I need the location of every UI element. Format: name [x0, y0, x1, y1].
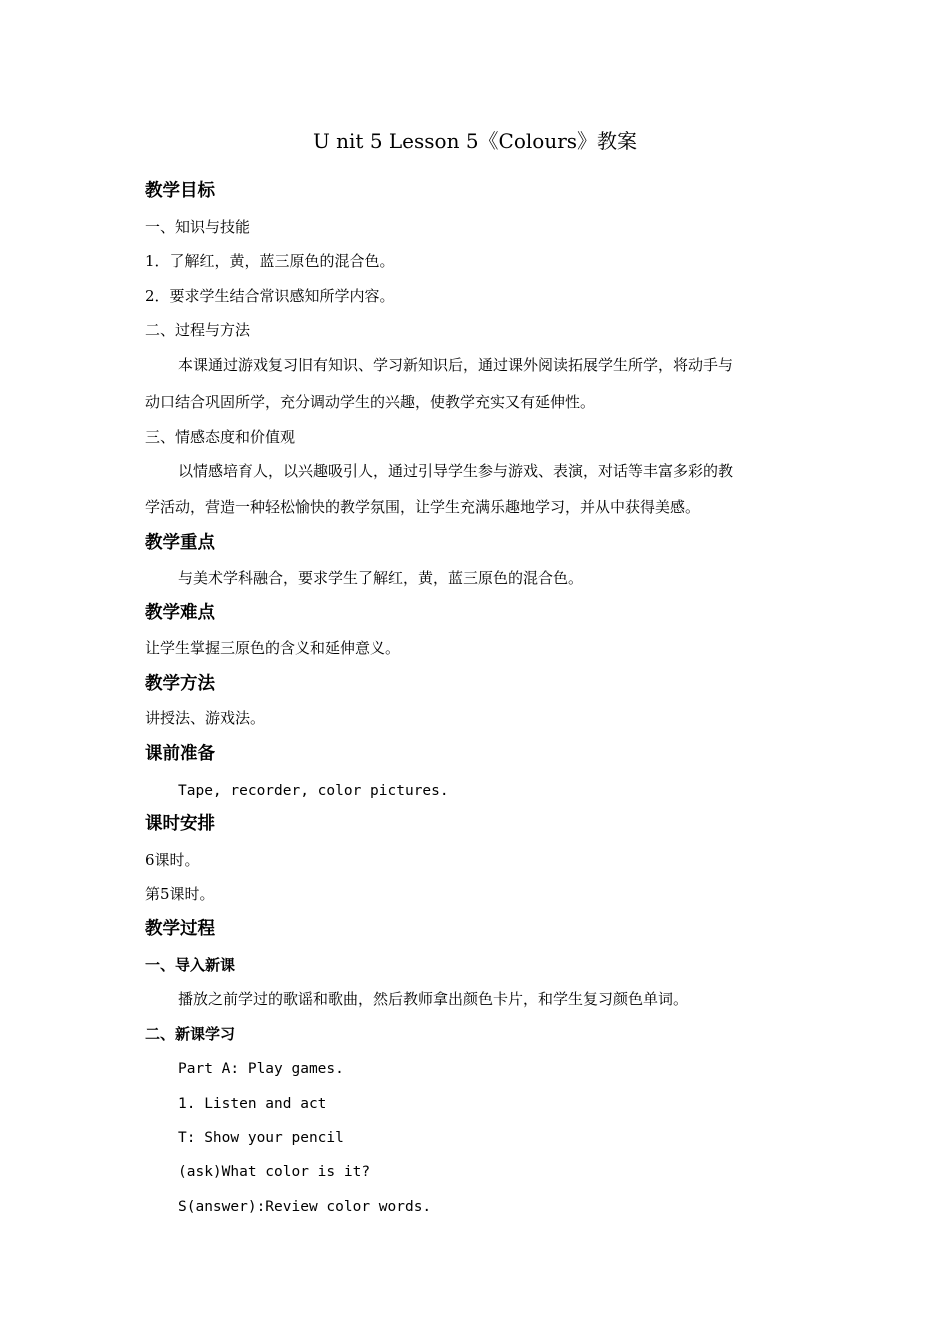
- emotion-heading: 三、情感态度和价值观: [145, 428, 296, 446]
- process-text-line: 动口结合巩固所学，充分调动学生的兴趣，使教学充实又有延伸性。: [145, 393, 596, 411]
- procedure-heading: 教学过程: [145, 919, 215, 939]
- key-points-heading: 教学重点: [145, 533, 215, 553]
- key-points-text: 与美术学科融合，要求学生了解红，黄，蓝三原色的混合色。: [178, 569, 584, 587]
- process-text-line: 本课通过游戏复习旧有知识、学习新知识后，通过课外阅读拓展学生所学，将动手与: [178, 356, 734, 374]
- emotion-text-line: 学活动，营造一种轻松愉快的教学氛围，让学生充满乐趣地学习，并从中获得美感。: [145, 498, 701, 516]
- new-lesson-line: 1. Listen and act: [178, 1096, 327, 1112]
- schedule-total: 6课时。: [145, 851, 200, 869]
- schedule-current: 第5课时。: [145, 885, 215, 903]
- knowledge-heading: 一、知识与技能: [145, 218, 251, 236]
- knowledge-item: 2．要求学生结合常识感知所学内容。: [145, 287, 395, 305]
- difficulties-text: 让学生掌握三原色的含义和延伸意义。: [145, 639, 401, 657]
- schedule-heading: 课时安排: [145, 814, 215, 834]
- process-heading: 二、过程与方法: [145, 321, 251, 339]
- new-lesson-line: Part A: Play games.: [178, 1061, 344, 1077]
- emotion-text-line: 以情感培育人，以兴趣吸引人，通过引导学生参与游戏、表演，对话等丰富多彩的教: [178, 462, 734, 480]
- difficulties-heading: 教学难点: [145, 603, 215, 623]
- preparation-heading: 课前准备: [145, 744, 215, 764]
- new-lesson-line: S(answer):Review color words.: [178, 1199, 432, 1215]
- preparation-text: Tape, recorder, color pictures.: [178, 783, 449, 799]
- intro-heading: 一、导入新课: [145, 956, 236, 974]
- methods-text: 讲授法、游戏法。: [145, 709, 266, 727]
- knowledge-item: 1．了解红，黄，蓝三原色的混合色。: [145, 252, 395, 270]
- methods-heading: 教学方法: [145, 674, 215, 694]
- objectives-heading: 教学目标: [145, 181, 215, 201]
- new-lesson-line: T: Show your pencil: [178, 1130, 344, 1146]
- intro-text: 播放之前学过的歌谣和歌曲，然后教师拿出颜色卡片，和学生复习颜色单词。: [178, 990, 689, 1008]
- new-lesson-heading: 二、新课学习: [145, 1025, 236, 1043]
- new-lesson-line: (ask)What color is it?: [178, 1164, 371, 1180]
- document-title: U nit 5 Lesson 5《Colours》教案: [312, 129, 638, 153]
